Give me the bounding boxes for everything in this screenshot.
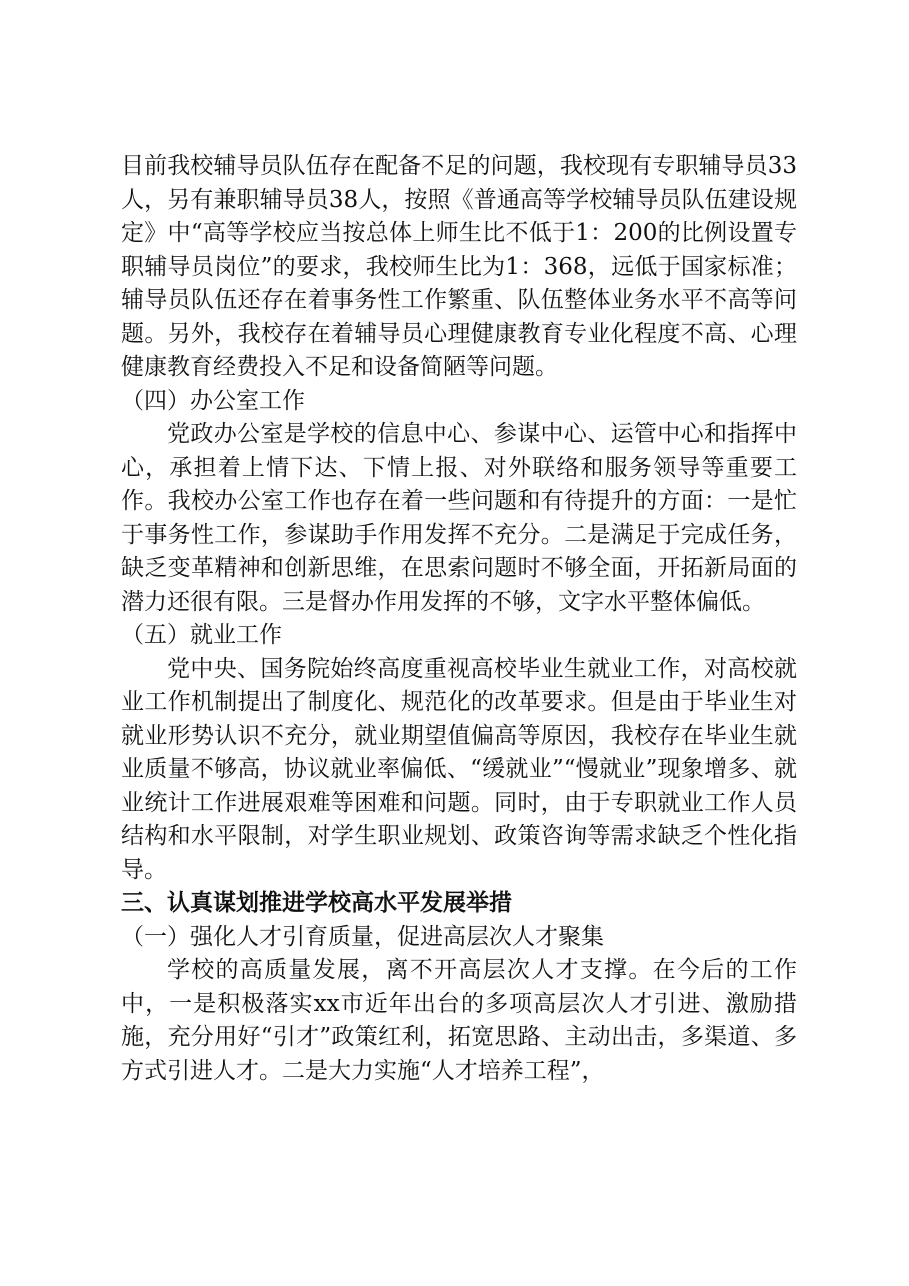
heading-talent-introduction: （一）强化人才引育质量，促进高层次人才聚集	[121, 923, 604, 950]
paragraph-counselor-shortage: 目前我校辅导员队伍存在配备不足的问题，我校现有专职辅导员33人，另有兼职辅导员38人，按照《普通高等学校辅导员队伍建设规定》中“高等学校应当按总体上师生比不低于1：200的比例设置专职辅导员岗位”的要求，我校师生比为1：368，远低于国家标准；辅导员队伍还存在着事务性工作繁重、队伍整体业务水平不高等问题。另外，我校存在着辅导员心理健康教育专业化程度不高、心理健康教育经费投入不足和设备简陋等问题。	[121, 153, 797, 380]
paragraph-talent-introduction: 学校的高质量发展，离不开高层次人才支撑。在今后的工作中，一是积极落实xx市近年出台的多项高层次人才引进、激励措施，充分用好“引才”政策红利，拓宽思路、主动出击，多渠道、多方式引进人才。二是大力实施“人才培养工程”，	[121, 957, 797, 1084]
document-page	[121, 150, 797, 1088]
paragraph-employment-work: 党中央、国务院始终高度重视高校毕业生就业工作，对高校就业工作机制提出了制度化、规范化的改革要求。但是由于毕业生对就业形势认识不充分，就业期望值偏高等原因，我校存在毕业生就业质量不够高，协议就业率偏低、“缓就业”“慢就业”现象增多、就业统计工作进展艰难等困难和问题。同时，由于专职就业工作人员结构和水平限制，对学生职业规划、政策咨询等需求缺乏个性化指导。	[121, 655, 797, 883]
heading-section-three: 三、认真谋划推进学校高水平发展举措	[121, 890, 512, 916]
paragraph-office-work: 党政办公室是学校的信息中心、参谋中心、运管中心和指挥中心，承担着上情下达、下情上报、对外联络和服务领导等重要工作。我校办公室工作也存在着一些问题和有待提升的方面：一是忙于事务性工作，参谋助手作用发挥不充分。二是满足于完成任务，缺乏变革精神和创新思维，在思索问题时不够全面，开拓新局面的潜力还很有限。三是督办作用发挥的不够，文字水平整体偏低。	[121, 421, 797, 615]
heading-employment-work: （五）就业工作	[121, 622, 282, 648]
heading-office-work: （四）办公室工作	[121, 387, 305, 414]
